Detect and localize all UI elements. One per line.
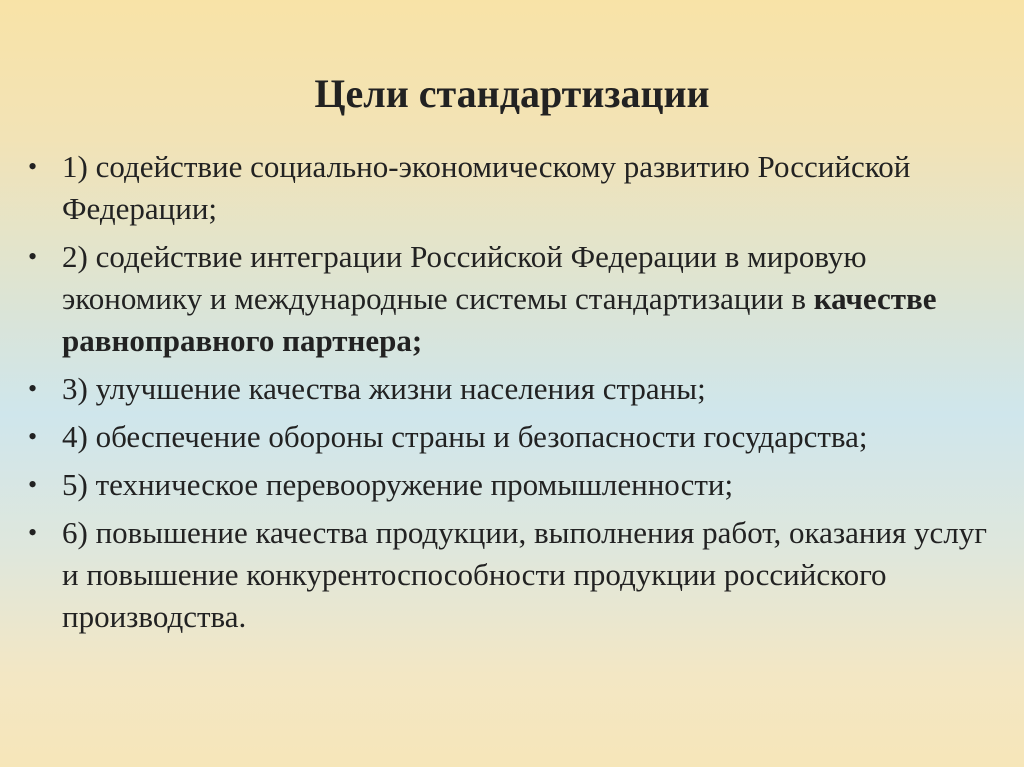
- list-item-text: 5) техническое перевооружение промышленности;: [62, 467, 734, 502]
- bullet-icon: •: [28, 422, 38, 451]
- list-item: [28, 512, 1003, 638]
- list-item-text: 4) обеспечение обороны страны и безопасности государства;: [62, 419, 868, 454]
- bullet-icon: •: [28, 152, 38, 181]
- list-item-text: 1) содействие социально-экономическому развитию Российской Федерации;: [62, 149, 911, 226]
- bullet-icon: •: [28, 374, 38, 403]
- list-item: [28, 146, 1003, 230]
- list-item: [28, 464, 1003, 506]
- list-item: [28, 416, 1003, 458]
- slide-title: Цели стандартизации: [314, 71, 710, 116]
- bullet-icon: •: [28, 518, 38, 547]
- list-item-text: 3) улучшение качества жизни населения страны;: [62, 371, 706, 406]
- list-item-bold-text: качестве равноправного партнера;: [62, 281, 937, 358]
- bullet-icon: •: [28, 242, 38, 271]
- list-item-text: 6) повышение качества продукции, выполнения работ, оказания услуг и повышение конкурентоспособности продукции российского производства.: [62, 515, 988, 634]
- list-item-text: 2) содействие интеграции Российской Федерации в мировую экономику и международные системы стандартизации в: [62, 239, 867, 316]
- list-item: [28, 236, 1003, 362]
- goals-list: [28, 146, 1003, 644]
- list-item: [28, 368, 1003, 410]
- bullet-icon: •: [28, 470, 38, 499]
